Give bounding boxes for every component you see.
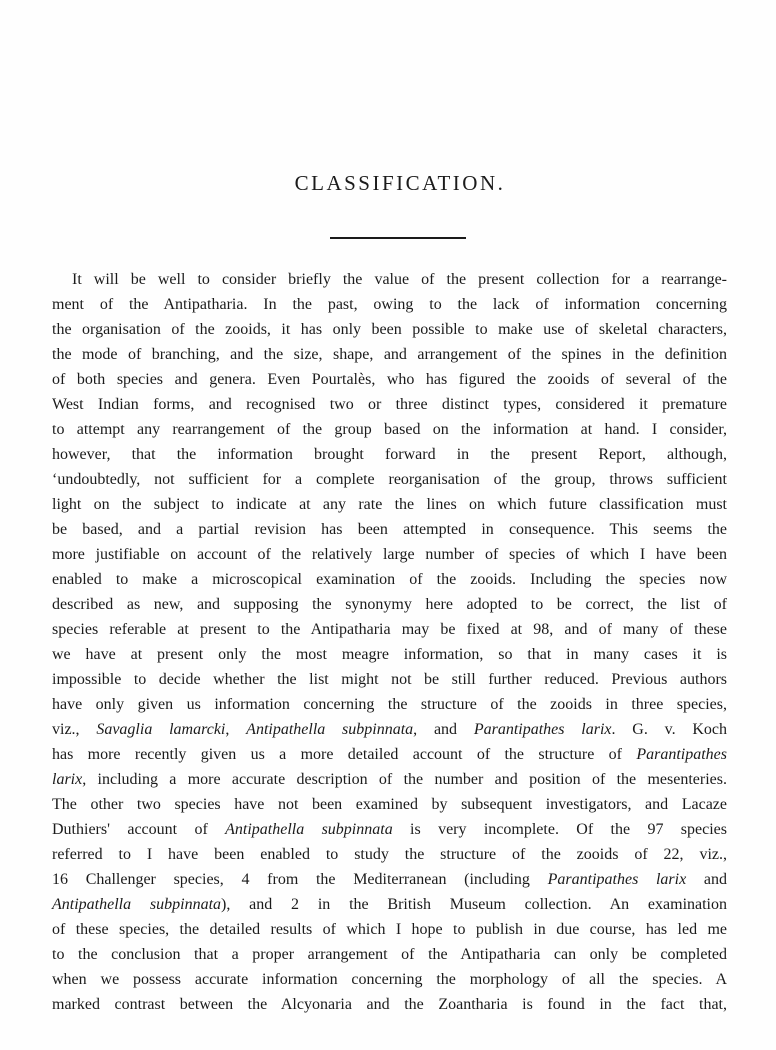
text-run: species referable at present to the Antipatharia may be fixed at 98, and of many of these [52, 621, 727, 638]
text-line [52, 492, 727, 517]
text-line [52, 417, 727, 442]
text-line [52, 942, 727, 967]
text-line [52, 367, 727, 392]
text-run: The other two species have not been examined by subsequent investigators, and Lacaze [52, 796, 727, 813]
text-run: of these species, the detailed results of which I hope to publish in due course, has led me [52, 921, 727, 938]
text-run: marked contrast between the Alcyonaria and the Zoantharia is found in the fact that, [52, 996, 727, 1013]
text-line [52, 617, 727, 642]
species-name-italic: larix [52, 771, 83, 788]
text-run: ), and 2 in the British Museum collection. An examination [221, 896, 728, 913]
text-run: the mode of branching, and the size, shape, and arrangement of the spines in the definition [52, 346, 727, 363]
text-run: ment of the Antipatharia. In the past, owing to the lack of information concerning [52, 296, 727, 313]
text-line [52, 442, 727, 467]
text-line [52, 842, 727, 867]
text-line [52, 817, 727, 842]
text-run: we have at present only the most meagre information, so that in many cases it is [52, 646, 727, 663]
text-run: impossible to decide whether the list might not be still further reduced. Previous authors [52, 671, 727, 688]
species-name-italic: Antipathella subpinnata [225, 821, 393, 838]
text-line [52, 542, 727, 567]
text-run: light on the subject to indicate at any rate the lines on which future classification must [52, 496, 727, 513]
text-line [52, 767, 727, 792]
text-line [52, 592, 727, 617]
text-run: , including a more accurate description of the number and position of the mesenteries. [82, 771, 727, 788]
text-run: . G. v. Koch [611, 721, 728, 738]
text-run: referred to I have been enabled to study the structure of the zooids of 22, viz., [52, 846, 727, 863]
text-run: It will be well to consider briefly the value of the present collection for a rearrange- [72, 271, 727, 288]
text-run: Duthiers' account of [52, 821, 226, 838]
text-run: when we possess accurate information concerning the morphology of all the species. A [52, 971, 727, 988]
page-title: CLASSIFICATION. [294, 171, 506, 195]
text-line [52, 692, 727, 717]
text-line [52, 467, 727, 492]
species-name-italic: Antipathella subpinnata [52, 896, 222, 913]
text-run: and [686, 871, 727, 888]
text-run: of both species and genera. Even Pourtalès, who has figured the zooids of several of the [52, 371, 727, 388]
text-line [52, 267, 727, 292]
text-run: described as new, and supposing the synonymy here adopted to be correct, the list of [52, 596, 727, 613]
body-paragraph [0, 267, 776, 1017]
text-line [52, 667, 727, 692]
text-line [52, 292, 727, 317]
species-name-italic: Antipathella subpinnata [246, 721, 414, 738]
text-run: , and [413, 721, 474, 738]
text-run: is very incomplete. Of the 97 species [392, 821, 727, 838]
text-line [52, 392, 727, 417]
text-line [52, 717, 727, 742]
species-name-italic: Parantipathes [636, 746, 727, 763]
text-run: enabled to make a microscopical examination of the zooids. Including the species now [52, 571, 727, 588]
text-run: , [225, 721, 247, 738]
species-name-italic: Parantipathes larix [473, 721, 612, 738]
text-line [52, 917, 727, 942]
text-line [52, 742, 727, 767]
text-run: has more recently given us a more detailed account of the structure of [52, 746, 637, 763]
text-line [52, 517, 727, 542]
species-name-italic: Parantipathes larix [547, 871, 687, 888]
text-run: to the conclusion that a proper arrangement of the Antipatharia can only be completed [52, 946, 727, 963]
text-line [52, 792, 727, 817]
species-name-italic: Savaglia lamarcki [96, 721, 226, 738]
text-line [52, 342, 727, 367]
heading-divider-rule [330, 237, 466, 239]
text-run: the organisation of the zooids, it has only been possible to make use of skeletal characters, [52, 321, 727, 338]
text-run: be based, and a partial revision has been attempted in consequence. This seems the [52, 521, 727, 538]
text-line [52, 567, 727, 592]
text-run: viz., [52, 721, 97, 738]
text-run: 16 Challenger species, 4 from the Mediterranean (including [52, 871, 548, 888]
text-line [52, 867, 727, 892]
text-run: have only given us information concerning the structure of the zooids in three species, [52, 696, 727, 713]
text-line [52, 317, 727, 342]
text-run: West Indian forms, and recognised two or three distinct types, considered it premature [52, 396, 727, 413]
text-run: more justifiable on account of the relatively large number of species of which I have been [52, 546, 727, 563]
text-line [52, 642, 727, 667]
text-line [52, 892, 727, 917]
text-run: ‘undoubtedly, not sufficient for a complete reorganisation of the group, throws sufficient [52, 471, 727, 488]
text-line [52, 992, 727, 1017]
text-run: however, that the information brought forward in the present Report, although, [52, 446, 727, 463]
text-run: to attempt any rearrangement of the group based on the information at hand. I consider, [52, 421, 727, 438]
text-line [52, 967, 727, 992]
